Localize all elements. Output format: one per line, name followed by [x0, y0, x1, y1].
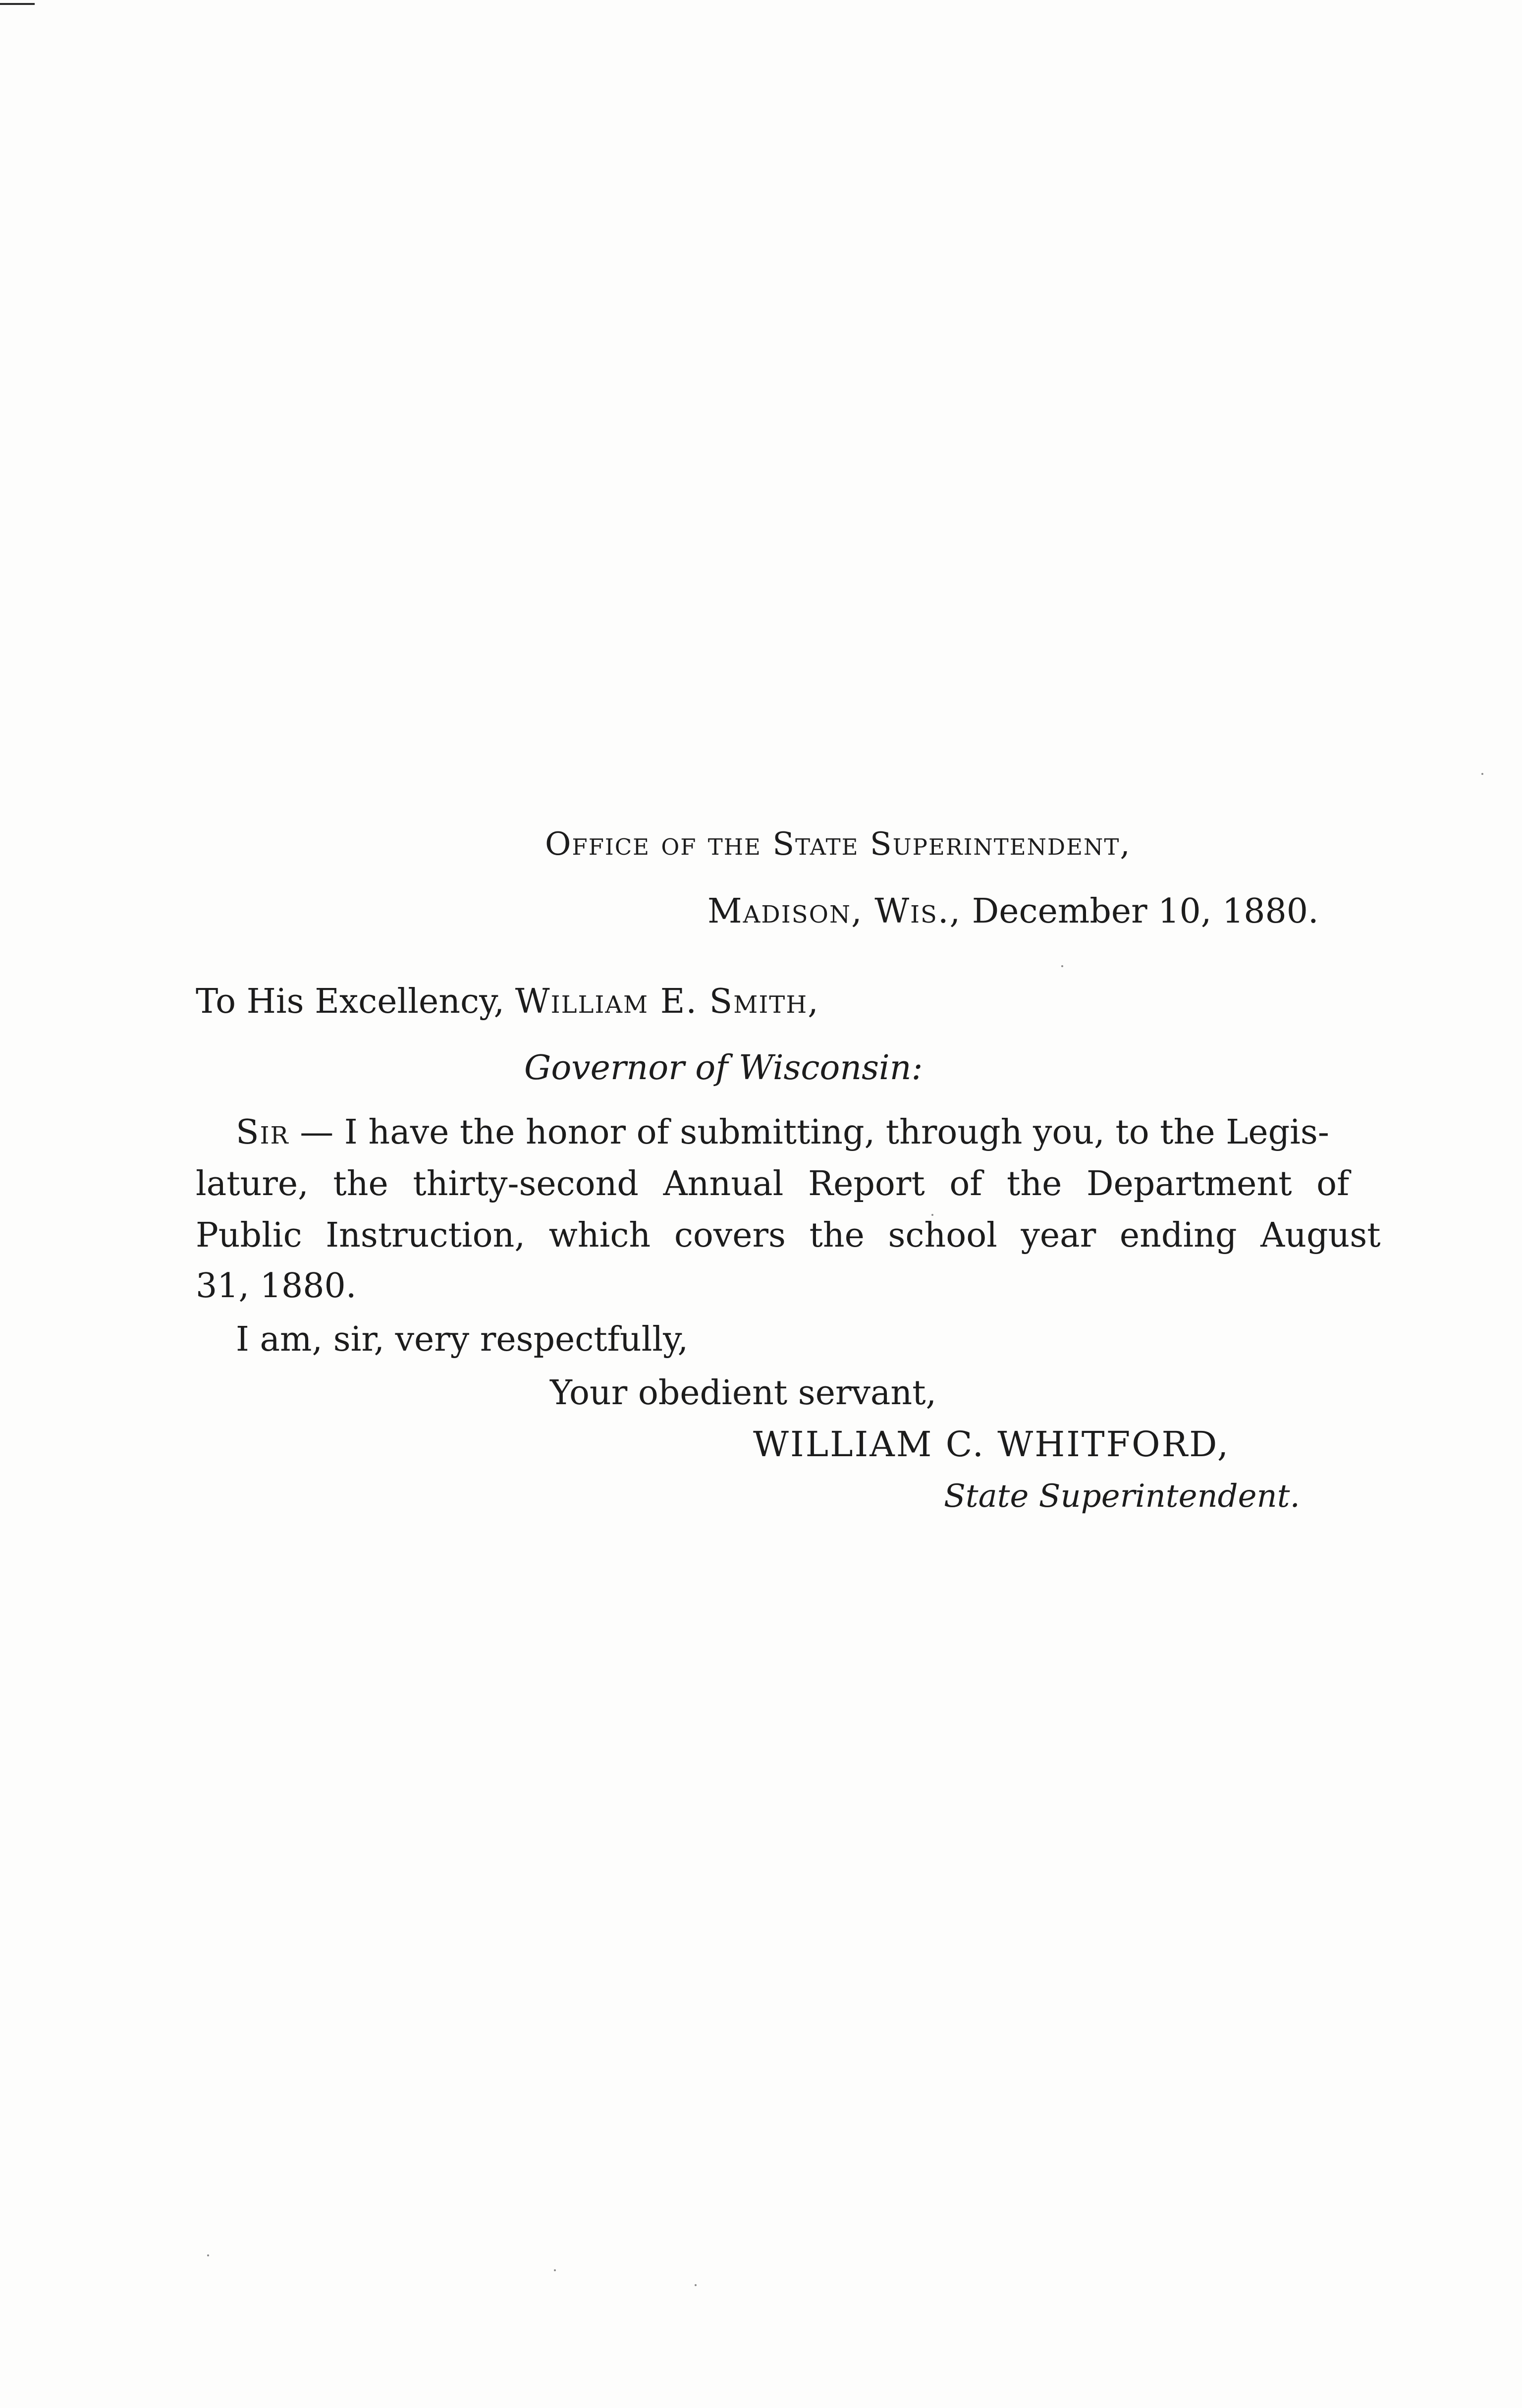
paper-speck	[931, 1214, 933, 1216]
paper-speck	[695, 2284, 697, 2286]
salutation-line	[196, 982, 819, 1021]
closing-line: I am, sir, very respectfully,	[236, 1320, 689, 1359]
signature-title: State Superintendent.	[944, 1478, 1300, 1515]
place-date-line	[707, 892, 1319, 931]
body-line-2: lature, the thirty-second Annual Report of the Department of	[196, 1164, 1350, 1204]
letter-date: December 10, 1880.	[961, 892, 1319, 931]
paper-speck	[1481, 773, 1483, 775]
salutation-prefix: To His Excellency,	[196, 982, 515, 1021]
body-line-1	[236, 1113, 1329, 1152]
body-sir: Sir	[236, 1113, 289, 1152]
addressee-title: Governor of Wisconsin:	[524, 1048, 923, 1088]
body-line-1-text: — I have the honor of submitting, through you, to the Legis-	[289, 1113, 1329, 1152]
signature-name: WILLIAM C. WHITFORD,	[753, 1424, 1230, 1465]
valediction: Your obedient servant,	[550, 1373, 937, 1413]
office-heading: Office of the State Superintendent,	[545, 826, 1131, 863]
top-rule	[0, 3, 35, 5]
paper-speck	[554, 2269, 556, 2271]
place-name: Madison, Wis.,	[707, 892, 962, 931]
paper-speck	[207, 2254, 209, 2256]
addressee-name: William E. Smith,	[515, 982, 819, 1021]
body-line-3: Public Instruction, which covers the school year ending August	[196, 1216, 1381, 1255]
paper-speck	[1061, 965, 1063, 967]
body-line-4: 31, 1880.	[196, 1266, 357, 1306]
